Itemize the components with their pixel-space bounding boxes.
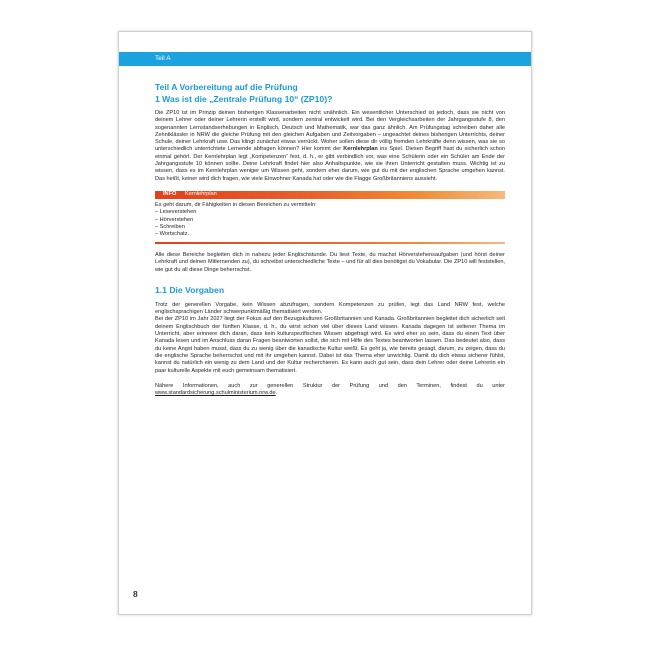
info-title: Kernlehrplan [185,191,217,198]
vorgaben-paragraph: Trotz der generellen Vorgabe, kein Wissen abzufragen, sondern Kompetenzen zu prüfen, legt das Land NRW fest, welche englischsprachigen Länder schwerpunktmäßig thematisiert werden. [155,301,505,316]
info-paragraph-text: Nähere Informationen, auch zur generellen Struktur der Prüfung und den Terminen, findest du unter [155,382,505,389]
part-heading: Teil A Vorbereitung auf die Prüfung [155,82,298,92]
info-body [155,199,505,238]
book-page [118,31,532,615]
header-label: Teil A [155,55,171,62]
areas-paragraph: Alle diese Bereiche begleiten dich in nahezu jeder Englischstunde. Du liest Texte, du machst Hörverstehensaufgaben (und hörst deiner Lehrkraft und deinen Mitlernenden zu), du schreibst unterschiedliche Texte – und für all dies benötigst du Vokabular. Die ZP10 will feststellen, wie gut du all diese Dinge beherrschst. [155,251,505,273]
info-paragraph-end: . [275,390,278,397]
info-paragraph [155,383,505,398]
info-item-schreiben: – Schreiben [155,223,185,230]
focus-paragraph: Bei der ZP10 im Jahr 2027 liegt der Fokus auf den Bezugskulturen Großbritannien und Kanada. Großbritannien begleitet dich sicherlich seit deinem Englischbuch der fünften Klasse, d. h., du wirst schon viel über dieses Land wissen. Kanada dagegen ist seltener Thema im Unterricht, aber erinnere dich daran, dass kein kulturspezifisches Wissen abgefragt wird. Es wird eher so sein, dass du einen Text über Kanada lesen und im Anschluss daran Fragen beantworten sollst, die sich mit Hilfe des Textes beantworten lassen. Das bedeutet also, dass du keine Angst haben musst, dass du zu wenig über die kanadische Kultur weißt. Es geht ja, wie bereits gesagt, darum, zu zeigen, dass du die englische Sprache beherrschst und mit ihr umgehen kannst. Dabei ist das Thema eher unwichtig. Damit du dich etwas sicherer fühlst, kannst du natürlich ein wenig zu dem Land und der Kultur recherchieren. Es kann auch gut sein, dass dein Lehrer oder deine Lehrerin ein paar kulturelle Aspekte mit euch gemeinsam thematisiert. [155,316,505,374]
page-number: 8 [133,589,138,599]
info-item-hoerverstehen: – Hörverstehen [155,216,194,223]
intro-paragraph [155,110,505,183]
chapter-heading: 1 Was ist die „Zentrale Prüfung 10“ (ZP10)? [155,94,333,104]
info-item-leseverstehen: – Leseverstehen [155,209,197,216]
info-tag: INFO [163,191,177,198]
page-content [155,82,505,397]
intro-text-b: ins Spiel. Diesen Begriff hast du sicherlich schon einmal gehört. Der Kernlehrplan legt „Kompetenzen“ fest, d. h., er gibt verbindlich vor, was eine Schülerin oder ein Schüler am Ende der Jahrgangsstufe 10 können sollte. Deine Lehrkraft findet hier also Anhaltspunkte, wie sie ihren Unterricht gestalten muss. Wichtig ist zu wissen, dass es im Kernlehrplan weniger um Wissen geht, sondern eher darum, wie gut du mit der englischen Sprache umgehen kannst. Das heißt, keiner wird dich fragen, wie viele Einwohner Kanada hat oder wie die Flagge Großbritanniens aussieht. [155,146,505,182]
ministry-link[interactable]: www.standardsicherung.schulministerium.nrw.de [155,390,276,397]
intro-text-a: Die ZP10 ist im Prinzip deinen bisherigen Klassenarbeiten nicht unähnlich. Ein wesentlicher Unterschied ist jedoch, dass sie nicht von deinem Lehrer oder deiner Lehrerin erstellt wird, sondern zentral entwickelt wird. Bei den Vergleichsarbeiten der Jahrgangsstufe 8, den sogenannten Lernstandserhebungen in Englisch, Deutsch und Mathematik, war das ganz ähnlich. Am Prüfungstag schreiben daher alle Zehntklässler in NRW die gleiche Prüfung mit den gleichen Aufgaben und Zeitvorgaben – ungeachtet deines bisherigen Unterrichts, deiner Schule, deiner Lehrkraft usw. Das klingt zunächst etwas verrückt. Woher sollen diese dir völlig fremden Lehrkräfte denn wissen, was sie so unterschiedlich unterrichtete Lernende abfragen können? Hier kommt der [155,110,505,153]
info-intro: Es geht darum, dir Fähigkeiten in diesen Bereichen zu vermitteln: [155,201,317,208]
section-heading: 1.1 Die Vorgaben [155,284,225,295]
info-item-wortschatz: – Wortschatz. [155,231,190,238]
info-header [155,191,505,199]
kernlehrplan-term: Kernlehrplan [343,146,378,153]
header-bar [119,52,531,66]
info-box [155,191,505,244]
